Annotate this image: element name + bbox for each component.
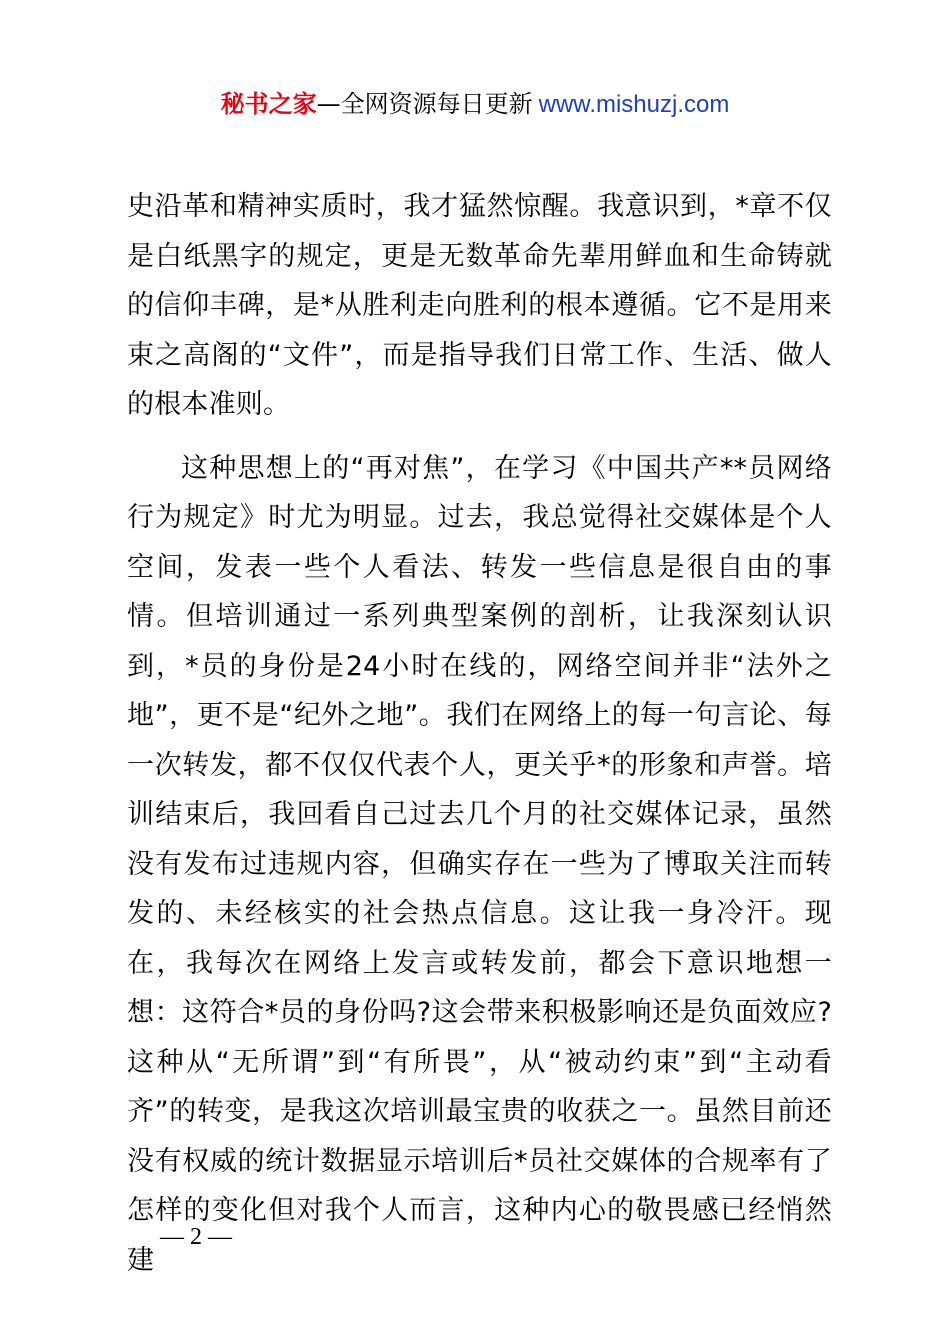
header-dash: — [316, 90, 341, 118]
document-body [127, 182, 832, 1285]
page-number: — 2 — [160, 1224, 232, 1250]
paragraph-continued: 史沿革和精神实质时，我才猛然惊醒。我意识到，*章不仅是白纸黑字的规定，更是无数革命先辈用鲜血和生命铸就的信仰丰碑，是*从胜利走向胜利的根本遵循。它不是用来束之高阁的“文件”，而是指导我们日常工作、生活、做人的根本准则。 [127, 191, 832, 420]
site-url-link[interactable]: www.mishuzj.com [538, 91, 730, 118]
site-header [0, 88, 950, 121]
brand-name: 秘书之家 [220, 90, 317, 118]
header-tagline: 全网资源每日更新 [340, 90, 533, 118]
paragraph-network-conduct: 这种思想上的“再对焦”，在学习《中国共产**员网络行为规定》时尤为明显。过去，我总觉得社交媒体是个人空间，发表一些个人看法、转发一些信息是很自由的事情。但培训通过一系列典型案例的剖析，让我深刻认识到，*员的身份是24小时在线的，网络空间并非“法外之地”，更不是“纪外之地”。我们在网络上的每一句言论、每一次转发，都不仅仅代表个人，更关乎*的形象和声誉。培训结束后，我回看自己过去几个月的社交媒体记录，虽然没有发布过违规内容，但确实存在一些为了博取关注而转发的、未经核实的社会热点信息。这让我一身冷汗。现在，我每次在网络上发言或转发前，都会下意识地想一想：这符合*员的身份吗?这会带来积极影响还是负面效应?这种从“无所谓”到“有所畏”，从“被动约束”到“主动看齐”的转变，是我这次培训最宝贵的收获之一。虽然目前还没有权威的统计数据显示培训后*员社交媒体的合规率有了怎样的变化但对我个人而言，这种内心的敬畏感已经悄然建 [127, 452, 832, 1276]
